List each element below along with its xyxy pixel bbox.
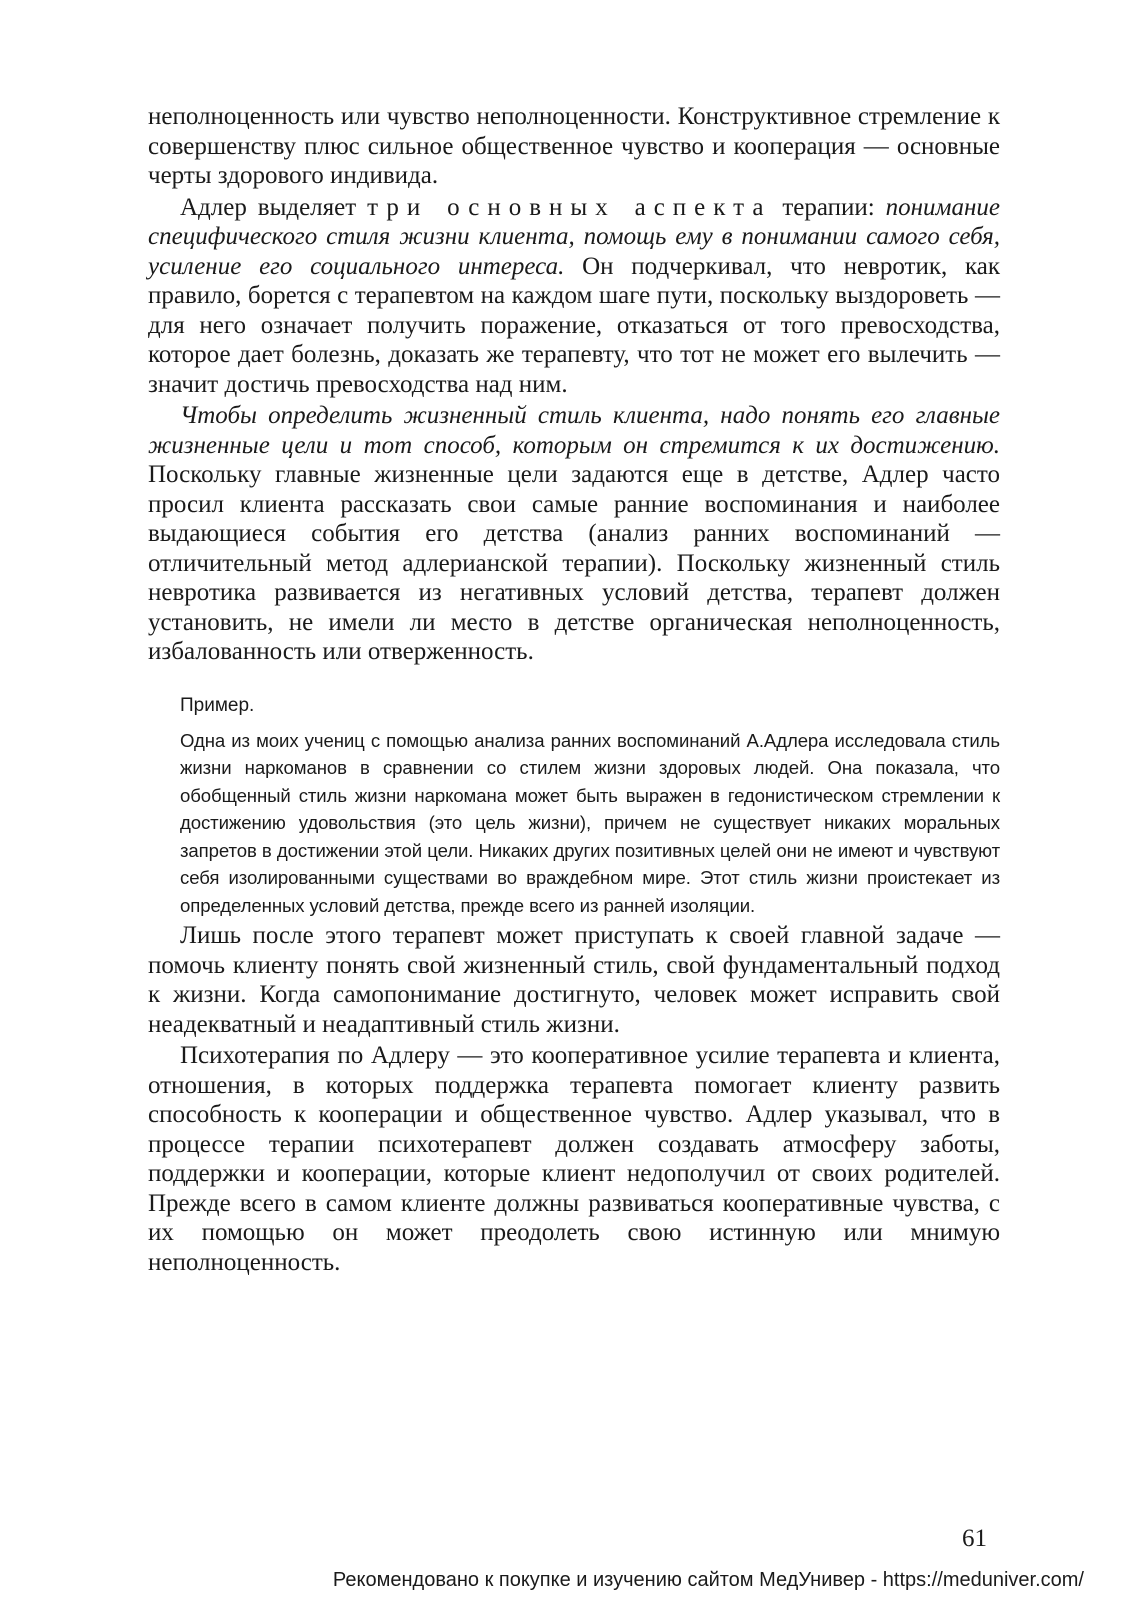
italic-emphasis: Чтобы определить жизненный стиль клиента, надо понять его главные жизненные цели и тот способ, которым он стремится к их достижению. <box>148 402 1000 459</box>
paragraph-three-aspects-mid: терапии: <box>771 193 886 221</box>
paragraph-main-task: Лишь после этого терапевт может приступать к своей главной задаче — помочь клиенту понять свой жизненный стиль, свой фундаментальный подход к жизни. Когда самопонимание достигнуто, человек может исправить свой неадекватный и неадаптивный стиль жизни. <box>148 922 1000 1038</box>
paragraph-three-aspects-lead: Адлер выделяет <box>180 193 368 221</box>
spaced-emphasis: три основных аспекта <box>367 193 772 221</box>
paragraph-lifestyle <box>148 401 1000 667</box>
example-title: Пример. <box>180 694 255 716</box>
paragraph-three-aspects <box>148 193 1000 400</box>
paragraph-three-aspects-rest: Он подчеркивал, что невротик, как правило, борется с терапевтом на каждом шаге пути, поскольку выздороветь — для него означает получить поражение, отказаться от того превосходства, которое дает болезнь, доказать же терапевту, что тот не может его вылечить — значит достичь превосходства над ним. <box>148 252 1000 398</box>
paragraph-continuation: неполноценность или чувство неполноценности. Конструктивное стремление к совершенству плюс сильное общественное чувство и кооперация — основные черты здорового индивида. <box>148 103 1000 189</box>
page-number: 61 <box>962 1525 987 1552</box>
paragraph-psychotherapy: Психотерапия по Адлеру — это кооперативное усилие терапевта и клиента, отношения, в которых поддержка терапевта помогает клиенту развить способность к кооперации и общественное чувство. Адлер указывал, что в процессе терапии психотерапевт должен создавать атмосферу заботы, поддержки и кооперации, которые клиент недополучил от своих родителей. Прежде всего в самом клиенте должны развиваться кооперативные чувства, с их помощью он может преодолеть свою истинную или мнимую неполноценность. <box>148 1042 1000 1276</box>
footer-recommendation: Рекомендовано к покупке и изучению сайтом МедУнивер - https://meduniver.com/ <box>332 1569 1084 1591</box>
italic-emphasis: понимание специфического стиля жизни клиента, помощь ему в понимании самого себя, усиление его социального интереса. <box>148 193 1001 280</box>
example-text: Одна из моих учениц с помощью анализа ранних воспоминаний А.Адлера исследовала стиль жизни наркоманов в сравнении со стилем жизни здоровых людей. Она показала, что обобщенный стиль жизни наркомана может быть выражен в гедонистическом стремлении к достижению удовольствия (это цель жизни), причем не существует никаких моральных запретов в достижении этой цели. Никаких других позитивных целей они не имеют и чувствуют себя изолированными существами во враждебном мире. Этот стиль жизни проистекает из определенных условий детства, прежде всего из ранней изоляции. <box>180 729 1000 916</box>
page-body <box>148 102 1000 1277</box>
paragraph-lifestyle-rest: Поскольку главные жизненные цели задаются еще в детстве, Адлер часто просил клиента рассказать свои самые ранние воспоминания и наиболее выдающиеся события его детства (анализ ранних воспоминаний — отличительный метод адлерианской терапии). Поскольку жизненный стиль невротика развивается из негативных условий детства, терапевт должен установить, не имели ли место в детстве органическая неполноценность, избалованность или отверженность. <box>148 461 1000 665</box>
